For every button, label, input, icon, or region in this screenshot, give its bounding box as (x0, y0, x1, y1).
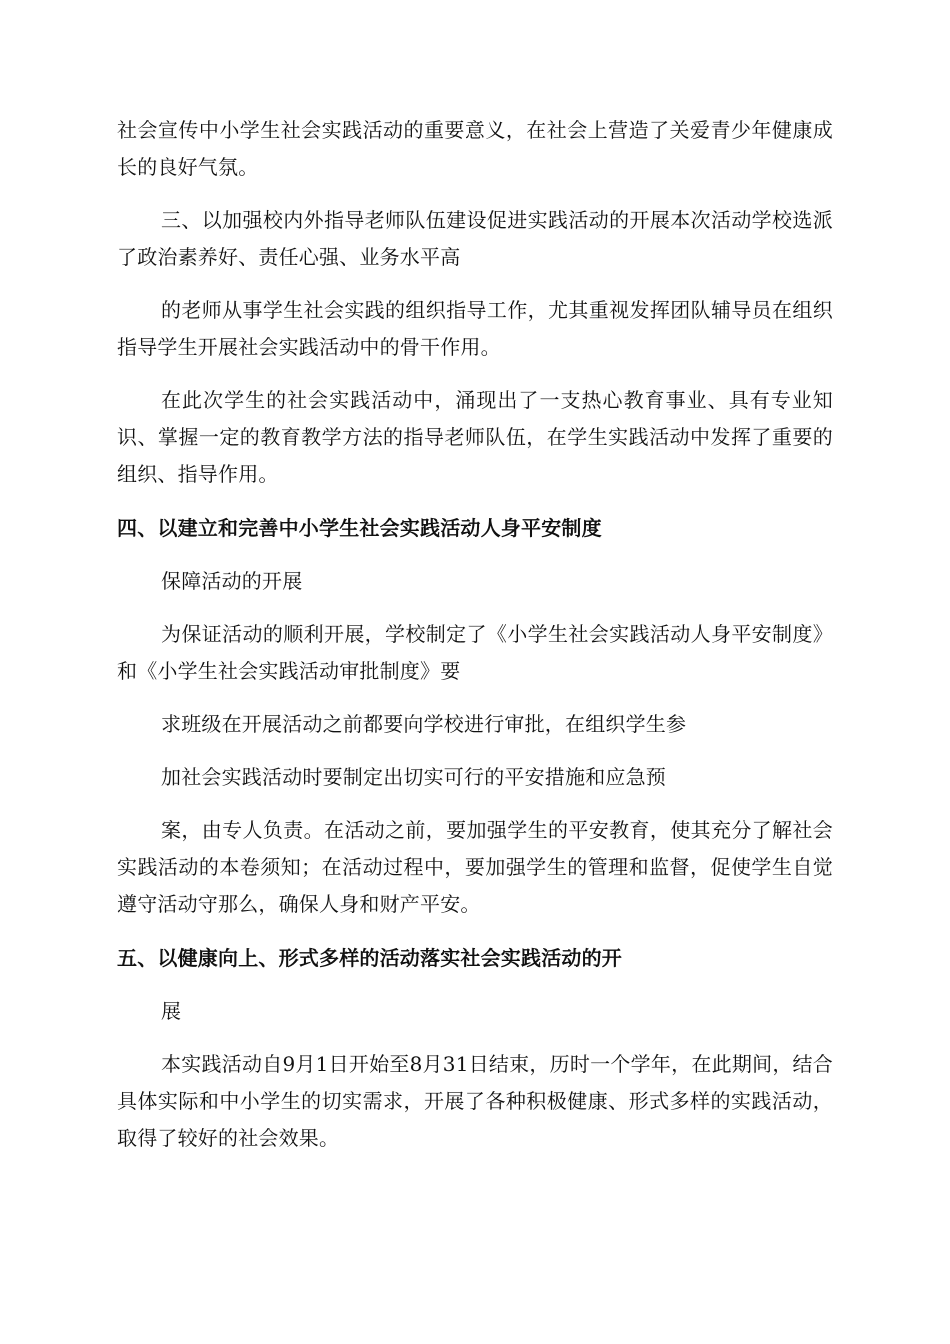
paragraph-section-three-title: 三、以加强校内外指导老师队伍建设促进实践活动的开展本次活动学校选派了政治素养好、责任心强、业务水平高 (117, 208, 833, 269)
paragraph-safety-system: 为保证活动的顺利开展，学校制定了《小学生社会实践活动人身平安制度》和《小学生社会实践活动审批制度》要 (117, 622, 833, 683)
heading-section-four: 四、以建立和完善中小学生社会实践活动人身平安制度 (117, 516, 602, 540)
paragraph-responsibility: 案，由专人负责。在活动之前，要加强学生的平安教育，使其充分了解社会实践活动的本卷须知；在活动过程中，要加强学生的管理和监督，促使学生自觉遵守活动守那么，确保人身和财产平安。 (117, 818, 833, 916)
paragraph-safety-measures: 加社会实践活动时要制定出切实可行的平安措施和应急预 (161, 765, 666, 789)
paragraph-approval: 求班级在开展活动之前都要向学校进行审批，在组织学生参 (161, 712, 687, 736)
document-body (117, 112, 833, 1157)
paragraph-teacher-team: 在此次学生的社会实践活动中，涌现出了一支热心教育事业、具有专业知识、掌握一定的教育教学方法的指导老师队伍，在学生实践活动中发挥了重要的组织、指导作用。 (117, 388, 833, 486)
paragraph-section-five-cont: 展 (161, 999, 182, 1023)
paragraph-social-publicity: 社会宣传中小学生社会实践活动的重要意义，在社会上营造了关爱青少年健康成长的良好气氛。 (117, 118, 833, 179)
heading-section-five: 五、以健康向上、形式多样的活动落实社会实践活动的开 (117, 946, 622, 970)
paragraph-section-four-cont: 保障活动的开展 (161, 569, 303, 593)
paragraph-teacher-guidance: 的老师从事学生社会实践的组织指导工作，尤其重视发挥团队辅导员在组织指导学生开展社会实践活动中的骨干作用。 (117, 298, 833, 359)
paragraph-activity-period: 本实践活动自9月1日开始至8月31日结束，历时一个学年，在此期间，结合具体实际和中小学生的切实需求，开展了各种积极健康、形式多样的实践活动，取得了较好的社会效果。 (117, 1052, 833, 1150)
